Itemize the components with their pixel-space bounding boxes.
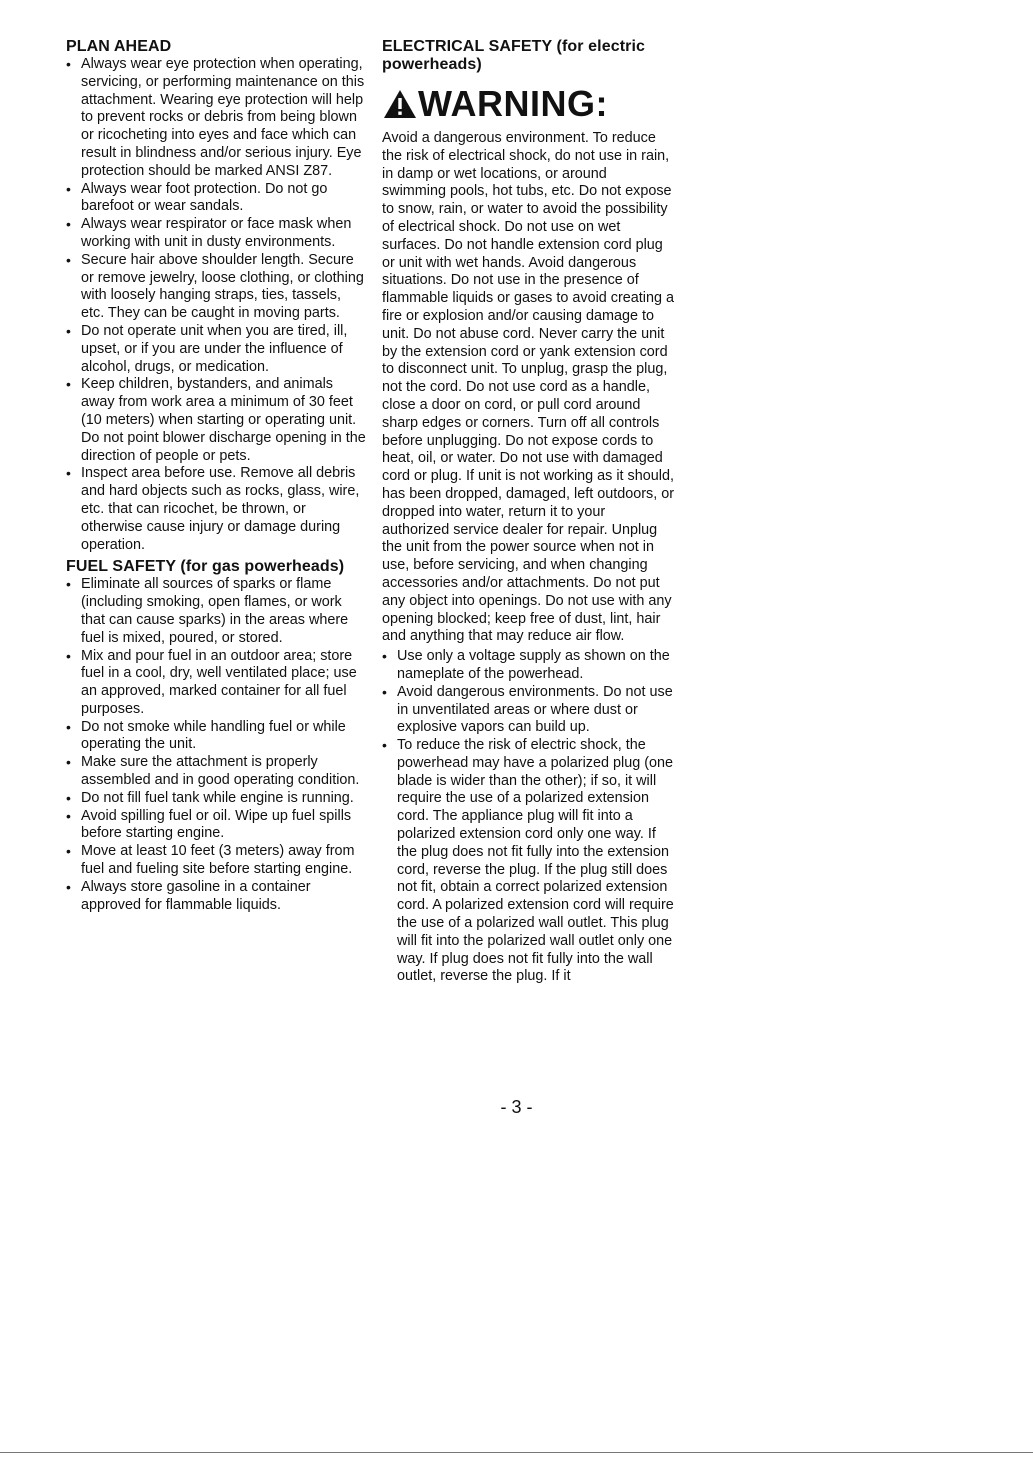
list-item: • Eliminate all sources of sparks or flame (including smoking, open flames, or work that can cause sparks) in the areas where fuel is mixed, poured, or stored. <box>66 576 366 647</box>
list-item: • To reduce the risk of electric shock, the powerhead may have a polarized plug (one blade is wider than the other); if so, it will require the use of a polarized extension cord. The appliance plug will fit into a polarized extension cord only one way. If the plug does not fit fully into the extension cord, reverse the plug. If the plug still does not fit, obtain a correct polarized extension cord. A polarized extension cord will require the use of a polarized wall outlet. This plug will fit into the polarized wall outlet only one way. If plug does not fit fully into the wall outlet, reverse the plug. If it <box>382 737 674 986</box>
list-item: • Always wear respirator or face mask when working with unit in dusty environments. <box>66 216 366 252</box>
list-item: • Make sure the attachment is properly assembled and in good operating condition. <box>66 754 366 790</box>
electrical-safety-list <box>382 648 674 986</box>
warning-label: WARNING: <box>418 83 608 124</box>
list-item: • Avoid dangerous environments. Do not use in unventilated areas or where dust or explosive vapors can build up. <box>382 684 674 737</box>
list-item: • Always wear foot protection. Do not go barefoot or wear sandals. <box>66 181 366 217</box>
page-bottom-rule <box>0 1452 1033 1453</box>
list-item: • Avoid spilling fuel or oil. Wipe up fuel spills before starting engine. <box>66 808 366 844</box>
list-item: • Keep children, bystanders, and animals away from work area a minimum of 30 feet (10 meters) when starting or operating unit. Do not point blower discharge opening in the direction of people or pets. <box>66 376 366 465</box>
plan-ahead-heading: PLAN AHEAD <box>66 38 172 55</box>
list-item: • Mix and pour fuel in an outdoor area; store fuel in a cool, dry, well ventilated place; use an approved, marked container for all fuel purposes. <box>66 648 366 719</box>
page-number: - 3 - <box>500 1097 533 1117</box>
list-item: • Always store gasoline in a container approved for flammable liquids. <box>66 879 366 915</box>
list-item: • Do not smoke while handling fuel or while operating the unit. <box>66 719 366 755</box>
warning-triangle-icon <box>382 88 418 120</box>
list-item: • Use only a voltage supply as shown on the nameplate of the powerhead. <box>382 648 674 684</box>
fuel-safety-heading: FUEL SAFETY (for gas powerheads) <box>66 558 345 576</box>
right-column <box>382 38 674 986</box>
warning-banner <box>382 84 674 124</box>
list-item: • Do not fill fuel tank while engine is running. <box>66 790 366 808</box>
fuel-safety-list <box>66 576 366 914</box>
electrical-safety-heading: ELECTRICAL SAFETY (for electric powerheads) <box>382 38 645 73</box>
list-item: • Do not operate unit when you are tired, ill, upset, or if you are under the influence of alcohol, drugs, or medication. <box>66 323 366 376</box>
list-item: • Move at least 10 feet (3 meters) away from fuel and fueling site before starting engine. <box>66 843 366 879</box>
list-item: • Secure hair above shoulder length. Secure or remove jewelry, loose clothing, or clothing with loosely hanging straps, ties, tassels, etc. They can be caught in moving parts. <box>66 252 366 323</box>
left-column <box>66 38 366 914</box>
warning-paragraph: Avoid a dangerous environment. To reduce the risk of electrical shock, do not use in rain, in damp or wet locations, or around swimming pools, hot tubs, etc. Do not expose to snow, rain, or water to avoid the possibility of electrical shock. Do not use on wet surfaces. Do not handle extension cord plug or unit with wet hands. Avoid dangerous situations. Do not use in the presence of flammable liquids or gases to avoid creating a fire or explosion and/or causing damage to unit. Do not abuse cord. Never carry the unit by the extension cord or yank extension cord to disconnect unit. To unplug, grasp the plug, not the cord. Do not use cord as a handle, close a door on cord, or pull cord around sharp edges or corners. Turn off all controls before unplugging. Do not expose cords to heat, oil, or water. Do not use with damaged cord or plug. If unit is not working as it should, has been dropped, damaged, left outdoors, or dropped into water, return it to your authorized service dealer for repair. Unplug the unit from the power source when not in use, before servicing, and when changing accessories and/or attachments. Do not put any object into openings. Do not use with any opening blocked; keep free of dust, lint, hair and anything that may reduce air flow. <box>382 130 675 645</box>
list-item: • Always wear eye protection when operating, servicing, or performing maintenance on this attachment. Wearing eye protection will help to prevent rocks or debris from being blown or ricocheting into eyes and face which can result in blindness and/or serious injury. Eye protection should be marked ANSI Z87. <box>66 56 366 181</box>
plan-ahead-list <box>66 56 366 554</box>
list-item: • Inspect area before use. Remove all debris and hard objects such as rocks, glass, wire, etc. that can ricochet, be thrown, or otherwise cause injury or damage during operation. <box>66 465 366 554</box>
